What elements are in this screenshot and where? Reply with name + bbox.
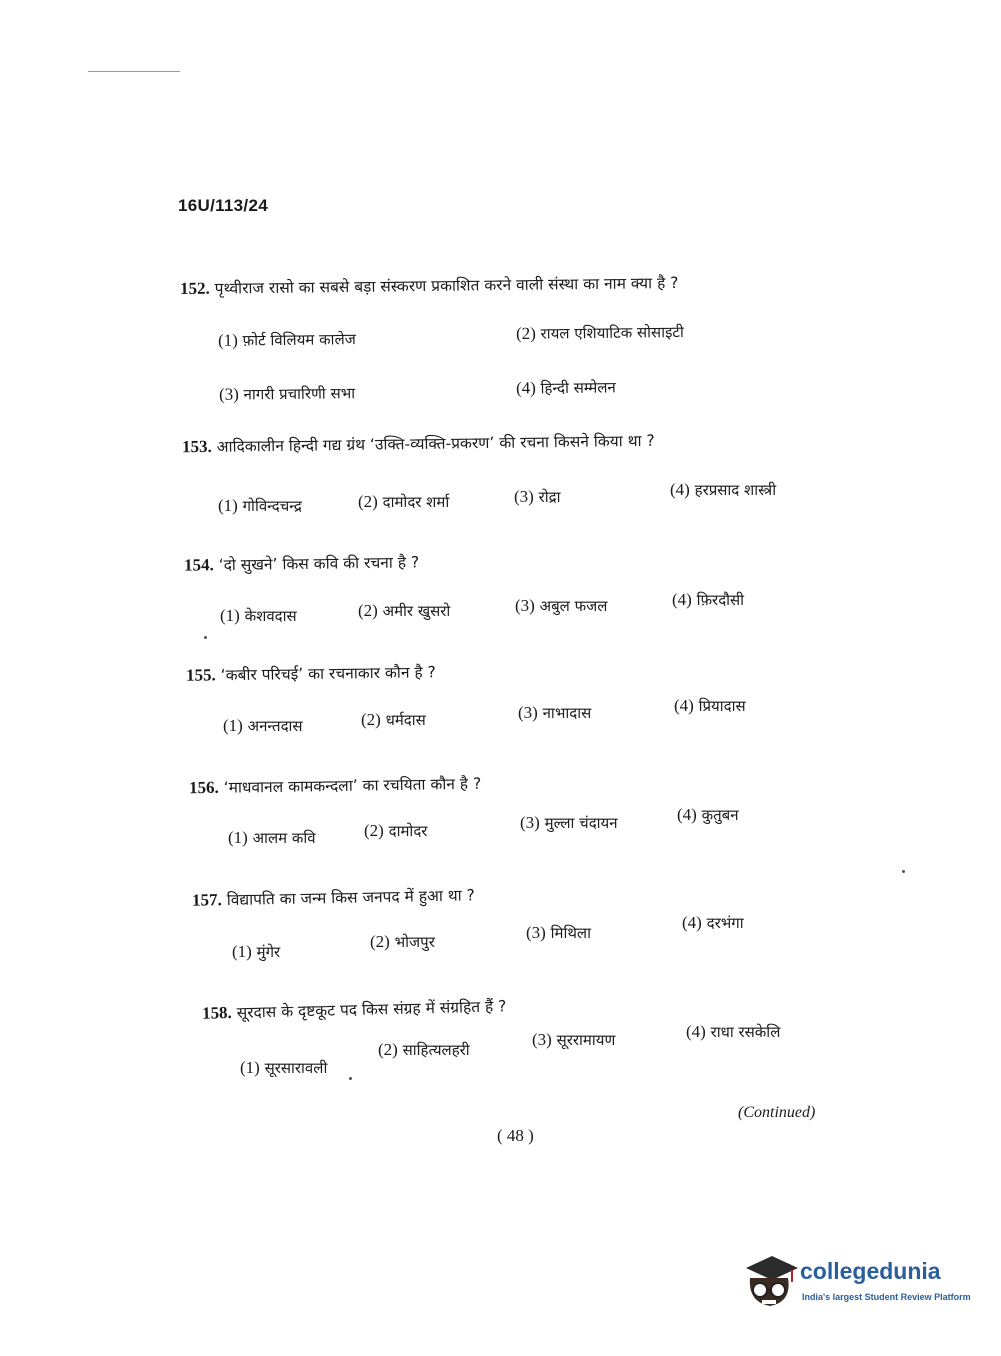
question-153 [182, 429, 655, 458]
option-157-3: (3) मिथिला [526, 923, 591, 942]
option-154-1: (1) केशवदास [220, 606, 297, 625]
question-text: पृथ्वीराज रासो का सबसे बड़ा संस्करण प्रकाशित करने वाली संस्था का नाम क्या है ? [214, 273, 679, 298]
question-text: आदिकालीन हिन्दी गद्य ग्रंथ ‘उक्ति-व्यक्ति-प्रकरण’ की रचना किसने किया था ? [216, 431, 655, 456]
scan-speck [902, 870, 905, 873]
question-text: ‘कबीर परिचई’ का रचनाकार कौन है ? [220, 663, 436, 685]
question-158 [202, 994, 507, 1023]
mascot-icon [742, 1250, 798, 1314]
option-155-3: (3) नाभादास [518, 703, 592, 722]
scan-speck [204, 636, 207, 639]
option-154-3: (3) अबुल फजल [515, 596, 608, 615]
option-156-2: (2) दामोदर [364, 821, 428, 840]
option-153-3: (3) रोद्रा [514, 487, 561, 506]
question-text: ‘माधवानल कामकन्दला’ का रचयिता कौन है ? [223, 774, 482, 797]
question-number: 157. [191, 890, 222, 910]
option-158-3: (3) सूररामायण [532, 1030, 616, 1049]
question-number: 156. [188, 777, 219, 798]
option-156-4: (4) कुतुबन [677, 805, 739, 824]
question-number: 152. [179, 278, 210, 299]
question-number: 154. [183, 555, 214, 575]
option-158-2: (2) साहित्यलहरी [378, 1040, 470, 1059]
question-157 [192, 883, 475, 910]
option-155-2: (2) धर्मदास [361, 710, 426, 729]
question-number: 153. [181, 436, 212, 457]
option-152-4: (4) हिन्दी सम्मेलन [515, 378, 616, 398]
question-number: 158. [201, 1002, 233, 1023]
page-number: ( 48 ) [497, 1126, 534, 1145]
question-154 [184, 550, 419, 575]
brand-tagline: India's largest Student Review Platform [802, 1292, 971, 1302]
question-text: ‘दो सुखने’ किस कवि की रचना है ? [218, 553, 420, 575]
question-152 [180, 271, 679, 299]
scan-artifact-line [88, 71, 180, 72]
continued-note: (Continued) [738, 1104, 816, 1121]
option-153-4: (4) हरप्रसाद शास्त्री [670, 480, 777, 499]
option-152-3: (3) नागरी प्रचारिणी सभा [218, 384, 356, 404]
option-155-1: (1) अनन्तदास [223, 716, 303, 735]
question-text: सूरदास के दृष्टकूट पद किस संग्रह में संग्रहित हैं ? [236, 997, 507, 1022]
brand-name: collegedunia [800, 1258, 941, 1284]
option-158-4: (4) राधा रसकेलि [686, 1022, 781, 1041]
scan-speck [349, 1077, 352, 1080]
option-154-4: (4) फ़िरदौसी [672, 590, 745, 609]
collegedunia-logo [742, 1250, 972, 1320]
option-158-1: (1) सूरसारावली [240, 1058, 328, 1077]
question-text: विद्यापति का जन्म किस जनपद में हुआ था ? [226, 886, 475, 910]
option-154-2: (2) अमीर खुसरो [358, 601, 451, 620]
question-155 [186, 660, 436, 685]
option-153-2: (2) दामोदर शर्मा [358, 492, 450, 511]
option-152-2: (2) रायल एशियाटिक सोसाइटी [515, 322, 684, 344]
option-152-1: (1) फ़ोर्ट विलियम कालेज [217, 330, 356, 350]
option-155-4: (4) प्रियादास [674, 696, 746, 715]
option-157-2: (2) भोजपुर [370, 932, 435, 951]
question-156 [189, 772, 482, 799]
option-157-4: (4) दरभंगा [682, 913, 744, 932]
option-156-1: (1) आलम कवि [228, 828, 316, 847]
option-156-3: (3) मुल्ला चंदायन [520, 813, 618, 832]
option-153-1: (1) गोविन्दचन्द्र [218, 496, 302, 515]
question-number: 155. [185, 665, 216, 685]
option-157-1: (1) मुंगेर [232, 942, 281, 961]
paper-code: 16U/113/24 [178, 196, 268, 215]
